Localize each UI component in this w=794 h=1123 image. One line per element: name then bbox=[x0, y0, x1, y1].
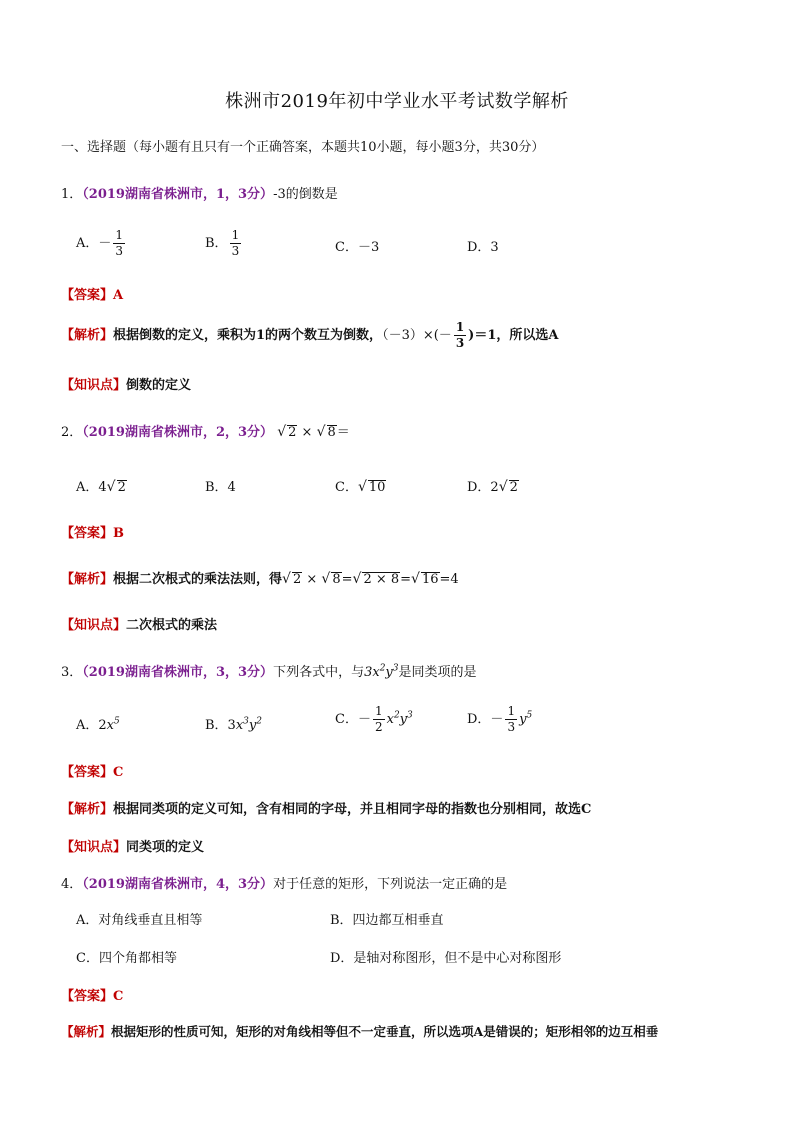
answer-label: 【答案】 bbox=[61, 288, 114, 303]
knowledge-1: 【知识点】倒数的定义 bbox=[61, 378, 192, 393]
question-stem: -3的倒数是 bbox=[273, 187, 338, 202]
knowledge-3: 【知识点】同类项的定义 bbox=[61, 840, 205, 855]
question-3: 3．（2019湖南省株洲市，3，3分）下列各式中，与$3x^2y^3$是同类项的是 bbox=[61, 663, 477, 680]
section-heading: 一、选择题（每小题有且只有一个正确答案，本题共10小题，每小题3分，共30分） bbox=[61, 140, 545, 155]
option-a: A．4√ 2 bbox=[76, 479, 126, 495]
analysis-label: 【解析】 bbox=[61, 328, 114, 343]
question-4: 4．（2019湖南省株洲市，4，3分）对于任意的矩形，下列说法一定正确的是 bbox=[61, 877, 508, 892]
analysis-4: 【解析】根据矩形的性质可知，矩形的对角线相等但不一定垂直，所以选项A是错误的；矩形相邻的边互相垂 bbox=[61, 1024, 659, 1039]
answer-value: A bbox=[113, 288, 124, 303]
answer-4: 【答案】C bbox=[61, 989, 124, 1004]
option-d: D．3 bbox=[467, 240, 499, 255]
answer-1 bbox=[61, 284, 123, 303]
option-c: C．四个角都相等 bbox=[76, 951, 177, 966]
option-a: A．对角线垂直且相等 bbox=[76, 913, 203, 928]
option-d: D．－ $\frac{1}{3}$ $y^5$ bbox=[467, 704, 533, 734]
analysis-2: 【解析】根据二次根式的乘法法则，得√ 2 × √ 8=√ 2 × 8=√ 16=4 bbox=[61, 571, 459, 587]
option-b: B．$3x^3y^2$ bbox=[205, 716, 262, 733]
option-c: C．－ $\frac{1}{2}$ $x^2y^3$ bbox=[335, 704, 413, 734]
answer-2: 【答案】B bbox=[61, 526, 125, 541]
question-1 bbox=[61, 183, 338, 202]
option-b: B．四边都互相垂直 bbox=[330, 913, 444, 928]
knowledge-label: 【知识点】 bbox=[61, 378, 127, 393]
option-c: C．－3 bbox=[335, 240, 380, 255]
question-2: 2．（2019湖南省株洲市，2，3分） √ 2 × √ 8＝ bbox=[61, 424, 350, 440]
fraction: $\frac{1}{3}$ bbox=[115, 228, 124, 258]
option-c: C．√ 10 bbox=[335, 479, 386, 495]
fraction: $\frac{1}{3}$ bbox=[455, 320, 465, 350]
page-title: 株洲市2019年初中学业水平考试数学解析 bbox=[225, 91, 569, 112]
option-b: B． $\frac{1}{3}$ bbox=[205, 228, 240, 258]
question-number: 1． bbox=[61, 187, 83, 202]
option-a: A．$2x^5$ bbox=[76, 716, 120, 733]
question-source: （2019湖南省株洲市，1，3分） bbox=[82, 187, 274, 202]
analysis-1: 【解析】根据倒数的定义，乘积为1的两个数互为倒数，（－3）×(－ $\frac{1}{3}$ )＝1，所以选A bbox=[61, 320, 559, 350]
option-a: A．－ $\frac{1}{3}$ bbox=[76, 228, 124, 258]
knowledge-2: 【知识点】二次根式的乘法 bbox=[61, 618, 218, 633]
analysis-3: 【解析】根据同类项的定义可知，含有相同的字母，并且相同字母的指数也分别相同，故选C bbox=[61, 802, 592, 817]
option-b: B．4 bbox=[205, 480, 236, 495]
option-d: D．2√ 2 bbox=[467, 479, 518, 495]
option-d: D．是轴对称图形，但不是中心对称图形 bbox=[330, 951, 562, 966]
answer-3: 【答案】C bbox=[61, 765, 124, 780]
fraction: $\frac{1}{3}$ bbox=[231, 228, 240, 258]
